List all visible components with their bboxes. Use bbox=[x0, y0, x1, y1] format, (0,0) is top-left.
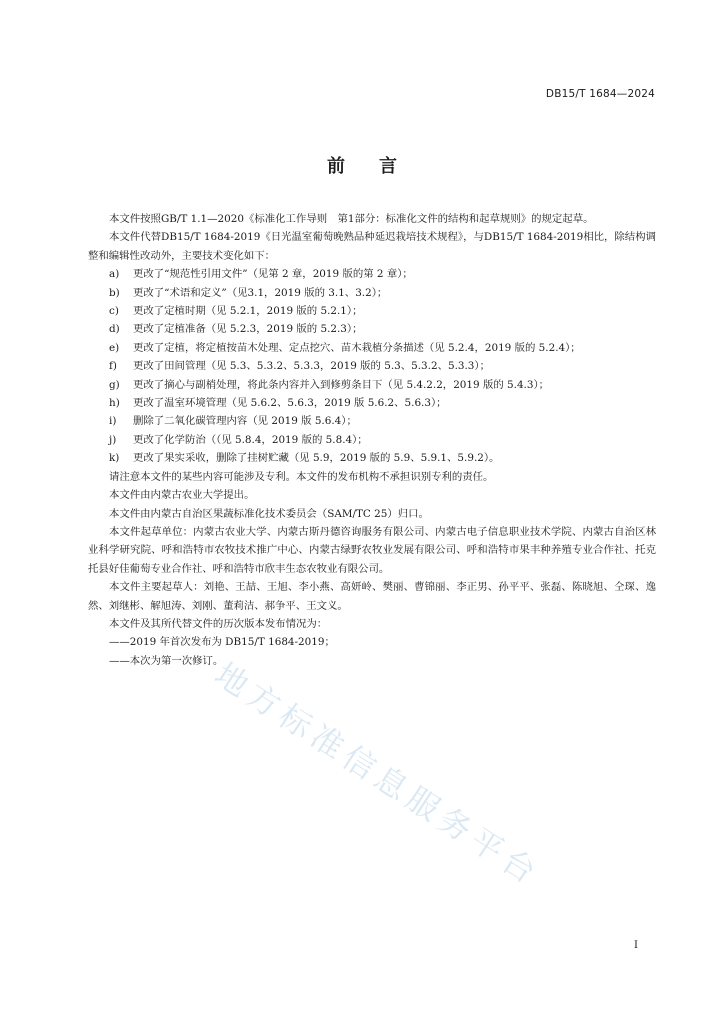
list-item bbox=[88, 431, 656, 449]
list-text: 删除了二氧化碳管理内容（见 2019 版 5.6.4）； bbox=[133, 415, 357, 428]
list-marker: h) bbox=[109, 397, 120, 410]
administration-paragraph: 本文件由内蒙古自治区果蔬标准化技术委员会（SAM/TC 25）归口。 bbox=[109, 507, 429, 520]
list-text: 更改了田间管理（见 5.3、5.3.2、5.3.3，2019 版的 5.3、5.3.2、5.3.3）； bbox=[133, 360, 490, 373]
intro-paragraph: 本文件按照GB/T 1.1—2020《标准化工作导则 第1部分：标准化文件的结构和起草规则》的规定起草。 bbox=[109, 213, 594, 225]
list-text: 更改了定植准备（见 5.2.3，2019 版的 5.2.3）； bbox=[133, 323, 363, 336]
list-item bbox=[88, 412, 656, 430]
list-marker: d) bbox=[109, 323, 120, 336]
list-marker: a) bbox=[109, 268, 120, 281]
title-char-2: 言 bbox=[379, 156, 397, 177]
list-marker: e) bbox=[109, 341, 120, 354]
list-text: 更改了温室环境管理（见 5.6.2、5.6.3，2019 版 5.6.2、5.6.3）； bbox=[133, 397, 447, 410]
list-marker: i) bbox=[109, 415, 117, 428]
list-marker: c) bbox=[109, 305, 119, 318]
page-title bbox=[0, 152, 724, 178]
list-marker: j) bbox=[109, 433, 117, 446]
list-item bbox=[88, 265, 656, 283]
list-text: 更改了“术语和定义”（见3.1，2019 版的 3.1、3.2）； bbox=[133, 286, 388, 299]
list-item bbox=[88, 284, 656, 302]
drafters-paragraph: 本文件主要起草人：刘艳、王喆、王旭、李小燕、高妍岭、樊丽、曹锦丽、李正男、孙平平、张磊、陈晓旭、仝琛、逸然、刘继彬、解旭涛、刘刚、董莉洁、郝争平、王文义。 bbox=[88, 581, 656, 612]
list-text: 更改了定植时期（见 5.2.1，2019 版的 5.2.1）； bbox=[133, 305, 363, 318]
history-intro-paragraph: 本文件及其所代替文件的历次版本发布情况为： bbox=[109, 617, 328, 630]
document-body bbox=[88, 210, 656, 670]
list-item bbox=[88, 376, 656, 394]
list-text: 更改了摘心与副梢处理，将此条内容并入到修剪条目下（见 5.4.2.2，2019 版的 5.4.3）； bbox=[133, 378, 550, 391]
doc-code: DB15/T 1684—2024 bbox=[545, 88, 655, 100]
list-marker: k) bbox=[109, 452, 120, 465]
list-marker: f) bbox=[109, 360, 117, 373]
list-text: 更改了定植，将定植按苗木处理、定点挖穴、苗木栽植分条描述（见 5.2.4，2019 版的 5.2.4）； bbox=[133, 341, 581, 354]
list-item bbox=[88, 302, 656, 320]
page-number: I bbox=[634, 940, 638, 951]
proposer-paragraph: 本文件由内蒙古农业大学提出。 bbox=[109, 489, 255, 502]
list-item bbox=[88, 320, 656, 338]
history-item: ——2019 年首次发布为 DB15/T 1684-2019； bbox=[109, 636, 335, 649]
list-item bbox=[88, 394, 656, 412]
title-char-1: 前 bbox=[327, 156, 345, 177]
watermark: 地方标准信息服务平台 bbox=[208, 655, 548, 894]
intro-paragraph: 本文件代替DB15/T 1684-2019《日光温室葡萄晚熟品种延迟栽培技术规程》，与DB15/T 1684-2019相比，除结构调整和编辑性改动外，主要技术变化如下： bbox=[88, 231, 656, 262]
history-item: ——本次为第一次修订。 bbox=[109, 654, 224, 667]
list-marker: g) bbox=[109, 378, 120, 391]
list-text: 更改了化学防治（（见 5.8.4，2019 版的 5.8.4）； bbox=[133, 433, 368, 446]
list-item bbox=[88, 339, 656, 357]
list-marker: b) bbox=[109, 286, 120, 299]
patent-notice: 请注意本文件的某些内容可能涉及专利。本文件的发布机构不承担识别专利的责任。 bbox=[109, 470, 494, 483]
list-text: 更改了“规范性引用文件”（见第 2 章，2019 版的第 2 章）； bbox=[133, 268, 413, 281]
change-list bbox=[88, 265, 656, 467]
list-item bbox=[88, 357, 656, 375]
list-item bbox=[88, 449, 656, 467]
drafting-units-paragraph: 本文件起草单位：内蒙古农业大学、内蒙古斯丹德咨询服务有限公司、内蒙古电子信息职业技术学院、内蒙古自治区林业科学研究院、呼和浩特市农牧技术推广中心、内蒙古绿野农牧业发展有限公司、呼和浩特市果丰种养殖专业合作社、托克托县好佳葡萄专业合作社、呼和浩特市欣丰生态农牧业有限公司。 bbox=[88, 525, 656, 575]
list-text: 更改了果实采收，删除了挂树贮藏（见 5.9，2019 版的 5.9、5.9.1、5.9.2）。 bbox=[133, 452, 500, 465]
